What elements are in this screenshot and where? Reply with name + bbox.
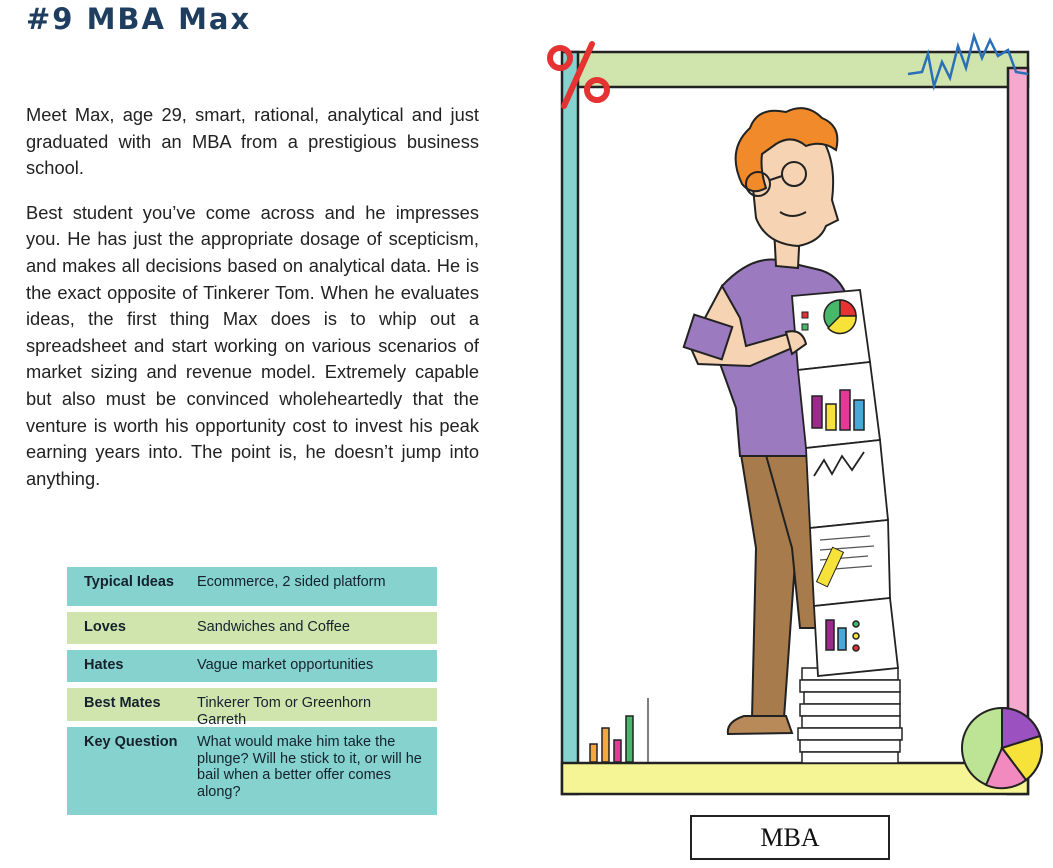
profile-value: Ecommerce, 2 sided platform bbox=[197, 574, 386, 590]
profile-row-loves bbox=[67, 612, 437, 644]
profile-value: Sandwiches and Coffee bbox=[197, 619, 350, 635]
profile-label: Best Mates bbox=[84, 695, 161, 711]
profile-row-hates bbox=[67, 650, 437, 682]
pie-chart-ball-icon bbox=[962, 708, 1042, 788]
frame-right-bar bbox=[1008, 68, 1028, 794]
frame-bottom-bar bbox=[562, 763, 1028, 794]
detail-paragraph: Best student you’ve come across and he impresses you. He has just the appropriate dosage of scepticism, and makes all decisions based on analytical data. He is the exact opposite of Tinkerer Tom. When he evaluates ideas, the first thing Max does is to whip out a spreadsheet and start working on various scenarios of market sizing and revenue model. Extremely capable but also must be convinced wholeheartedly that the venture is worth his opportunity cost to invest his peak earning years into. The point is, he doesn’t jump into anything. bbox=[26, 201, 479, 489]
frame-left-bar bbox=[562, 52, 578, 794]
profile-row-best-mates bbox=[67, 688, 437, 728]
frame-top-bar bbox=[570, 52, 1028, 87]
profile-label: Loves bbox=[84, 619, 126, 635]
paper-pie-chart-icon bbox=[824, 300, 856, 333]
page-title: #9 MBA Max bbox=[26, 2, 252, 36]
profile-table bbox=[67, 567, 437, 821]
paper-stack bbox=[798, 668, 902, 763]
intro-paragraph: Meet Max, age 29, smart, rational, analytical and just graduated with an MBA from a prestigious business school. bbox=[26, 104, 479, 179]
profile-label: Key Question bbox=[84, 734, 178, 750]
profile-label: Typical Ideas bbox=[84, 574, 174, 590]
profile-value: Vague market opportunities bbox=[197, 657, 374, 673]
shoe bbox=[728, 716, 792, 734]
profile-row-key-question bbox=[67, 727, 437, 815]
small-bar-chart-icon bbox=[590, 698, 648, 762]
mba-max-illustration bbox=[530, 28, 1050, 866]
profile-value: Tinkerer Tom or Greenhorn Garreth bbox=[197, 695, 372, 728]
profile-label: Hates bbox=[84, 657, 124, 673]
profile-value: What would make him take the plunge? Will he stick to it, or will he bail when a better offer comes along? bbox=[197, 734, 422, 800]
description-text bbox=[26, 102, 479, 510]
caption-box: MBA bbox=[690, 815, 890, 860]
profile-row-typical-ideas bbox=[67, 567, 437, 606]
